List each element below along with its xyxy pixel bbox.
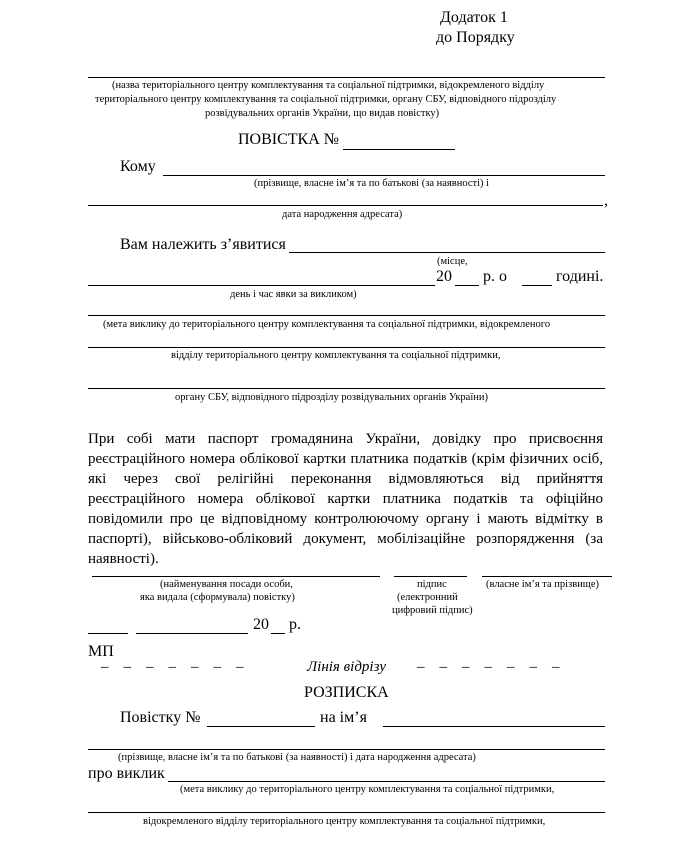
purpose-caption-1: (мета виклику до територіального центру комплектування та соціальної підтримки, відокремленого: [103, 319, 551, 330]
receipt-purpose-line-1: [168, 781, 605, 782]
stamp-label: МП: [88, 643, 114, 660]
cut-line-label: Лінія відрізу: [307, 659, 386, 675]
purpose-line-2: [88, 347, 605, 348]
summons-number-line: [343, 149, 455, 150]
issuer-line: [88, 77, 605, 78]
day-caption: день і час явки за викликом): [230, 289, 357, 300]
place-caption: (місце,: [437, 256, 468, 267]
year-prefix: 20: [436, 268, 452, 285]
documents-paragraph: При собі мати паспорт громадянина України, довідку про присвоєння реєстраційного номера облікової картки платника податків (крім фізичних осіб, які через свої релігійні переконання відмовляються від прийняття реєстраційного номера облікової картки платника податків та офіційно повідомили про це відповідному контролюючому органу і мають відмітку в паспорті), військово-обліковий документ, мобілізаційне розпорядження (за наявності).: [88, 431, 603, 567]
signature-line: [394, 576, 467, 577]
annex-line-1: Додаток 1: [440, 9, 508, 26]
to-caption: (прізвище, власне ім’я та по батькові (за наявності) і: [254, 178, 490, 189]
birth-line: [88, 205, 603, 206]
name-caption: (власне ім’я та прізвище): [486, 579, 600, 590]
annex-line-2: до Порядку: [436, 29, 515, 46]
position-caption-1: (найменування посади особи,: [160, 579, 293, 590]
to-label: Кому: [120, 158, 156, 175]
birth-caption: дата народження адресата): [282, 209, 403, 220]
purpose-caption-3: органу СБУ, відповідного підрозділу розвідувальних органів України): [175, 392, 488, 403]
signature-caption-3: цифровий підпис): [392, 605, 473, 616]
date-year-line: [271, 633, 285, 634]
appear-label: Вам належить з’явитися: [120, 236, 286, 253]
receipt-person-line: [88, 749, 605, 750]
day-line: [88, 285, 435, 286]
receipt-purpose-caption-1: (мета виклику до територіального центру комплектування та соціальної підтримки,: [180, 784, 555, 795]
name-line: [482, 576, 612, 577]
appear-place-line: [289, 252, 605, 253]
year-line: [455, 285, 479, 286]
position-line: [92, 576, 380, 577]
purpose-caption-2: відділу територіального центру комплектування та соціальної підтримки,: [171, 350, 501, 361]
summons-title: ПОВІСТКА №: [238, 131, 340, 148]
receipt-number-line: [207, 726, 315, 727]
receipt-name-line: [383, 726, 605, 727]
signature-caption-2: (електронний: [397, 592, 458, 603]
receipt-person-caption: (прізвище, власне ім’я та по батькові (за наявності) і дата народження адресата): [118, 752, 476, 763]
receipt-number-label: Повістку №: [120, 709, 201, 726]
cut-dash-left: – – – – – – –: [101, 659, 244, 675]
signature-caption-1: підпис: [417, 579, 447, 590]
year-suffix: р. о: [483, 268, 507, 285]
issuer-caption-3: розвідувальних органів України, що видав повістку): [205, 108, 440, 119]
date-month-line: [136, 633, 248, 634]
birth-comma: ,: [604, 192, 608, 209]
date-day-line: [88, 633, 128, 634]
issuer-caption-1: (назва територіального центру комплектування та соціальної підтримки, відокремленого відділу: [112, 80, 545, 91]
hour-line: [522, 285, 552, 286]
receipt-purpose-caption-2: відокремленого відділу територіального центру комплектування та соціальної підтримки,: [143, 816, 546, 827]
date-suffix: р.: [289, 616, 301, 633]
cut-dash-right: – – – – – – –: [417, 659, 560, 675]
issuer-caption-2: територіального центру комплектування та соціальної підтримки, органу СБУ, відповідного підрозділу: [95, 94, 557, 105]
receipt-name-label: на ім’я: [320, 709, 367, 726]
receipt-title: РОЗПИСКА: [304, 684, 389, 701]
to-line: [163, 175, 605, 176]
purpose-line-3: [88, 388, 605, 389]
date-year-prefix: 20: [253, 616, 269, 633]
receipt-purpose-label: про виклик: [88, 765, 165, 782]
hours-suffix: годині.: [556, 268, 604, 285]
receipt-purpose-line-2: [88, 812, 605, 813]
purpose-line-1: [88, 315, 605, 316]
position-caption-2: яка видала (сформувала) повістку): [140, 592, 295, 603]
